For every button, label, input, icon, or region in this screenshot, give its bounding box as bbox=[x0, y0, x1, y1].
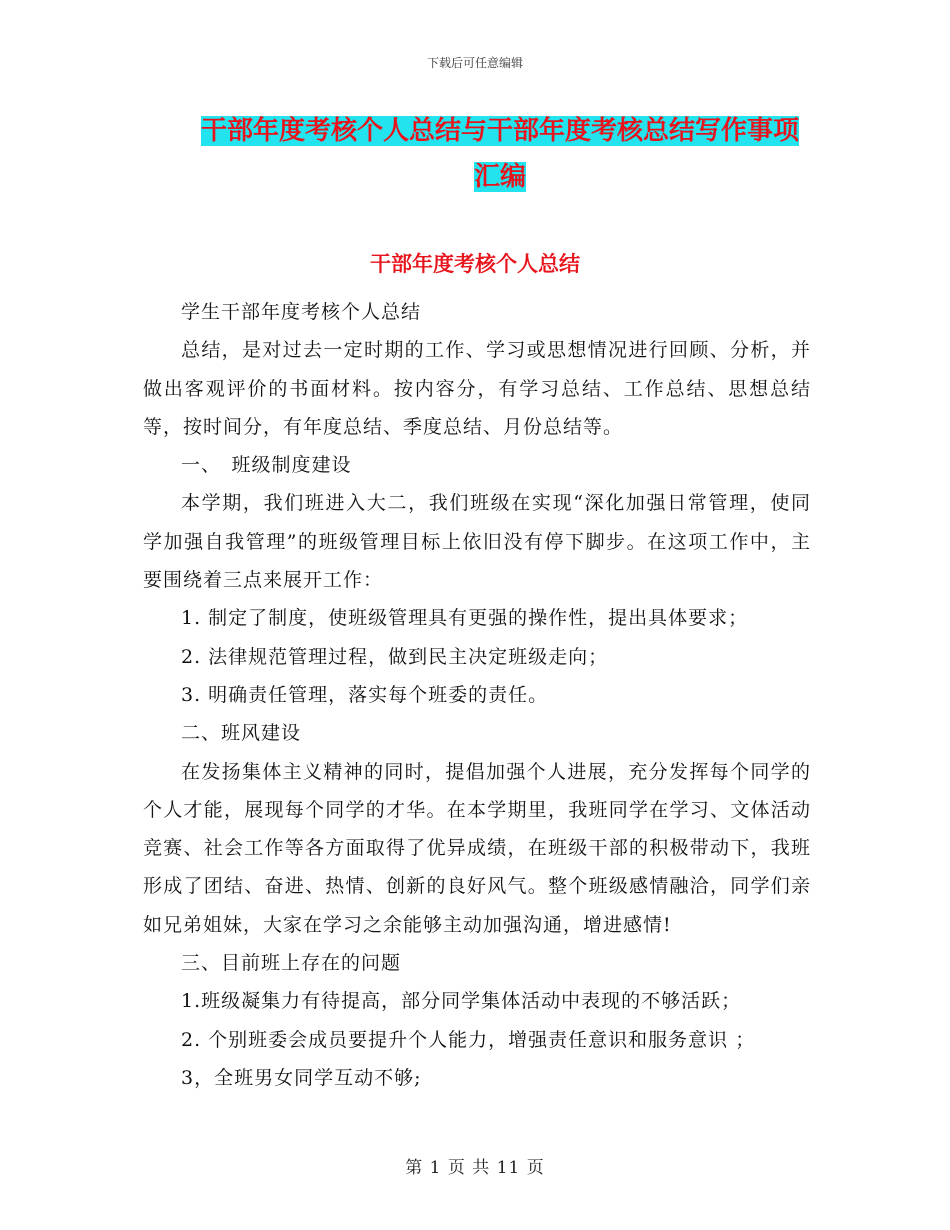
paragraph: 3，全班男女同学互动不够; bbox=[181, 1066, 422, 1089]
document-body bbox=[143, 293, 811, 1097]
document-title bbox=[150, 108, 850, 200]
paragraph: 1.班级凝集力有待提高，部分同学集体活动中表现的不够活跃； bbox=[181, 990, 742, 1013]
paragraph: 本学期，我们班进入大二，我们班级在实现“深化加强日常管理，使同学加强自我管理”的班级管理目标上依旧没有停下脚步。在这项工作中，主要围绕着三点来展开工作： bbox=[143, 492, 811, 592]
page-number-footer: 第 1 页 共 11 页 bbox=[405, 1158, 545, 1178]
paragraph: 1. 制定了制度，使班级管理具有更强的操作性，提出具体要求； bbox=[181, 607, 749, 630]
paragraph: 2. 法律规范管理过程，做到民主决定班级走向； bbox=[181, 645, 609, 668]
paragraph: 总结，是对过去一定时期的工作、学习或思想情况进行回顾、分析，并做出客观评价的书面材料。按内容分，有学习总结、工作总结、思想总结等，按时间分，有年度总结、季度总结、月份总结等。 bbox=[143, 339, 811, 438]
paragraph: 2. 个别班委会成员要提升个人能力，增强责任意识和服务意识 ； bbox=[181, 1028, 756, 1051]
paragraph: 学生干部年度考核个人总结 bbox=[181, 301, 422, 323]
title-line-1: 干部年度考核个人总结与干部年度考核总结写作事项 bbox=[200, 116, 799, 146]
paragraph: 三、目前班上存在的问题 bbox=[181, 952, 402, 975]
paragraph: 一、 班级制度建设 bbox=[181, 454, 352, 477]
title-line-2: 汇编 bbox=[473, 162, 526, 192]
paragraph: 在发扬集体主义精神的同时，提倡加强个人进展，充分发挥每个同学的个人才能，展现每个同学的才华。在本学期里，我班同学在学习、文体活动竞赛、社会工作等各方面取得了优异成绩，在班级干部的积极带动下，我班形成了团结、奋进、热情、创新的良好风气。整个班级感情融洽，同学们亲如兄弟姐妹，大家在学习之余能够主动加强沟通，增进感情! bbox=[143, 760, 811, 936]
section-title: 干部年度考核个人总结 bbox=[370, 251, 580, 276]
paragraph: 二、班风建设 bbox=[181, 722, 302, 745]
page-header-note: 下载后可任意编辑 bbox=[426, 56, 523, 70]
paragraph: 3. 明确责任管理，落实每个班委的责任。 bbox=[181, 683, 549, 706]
